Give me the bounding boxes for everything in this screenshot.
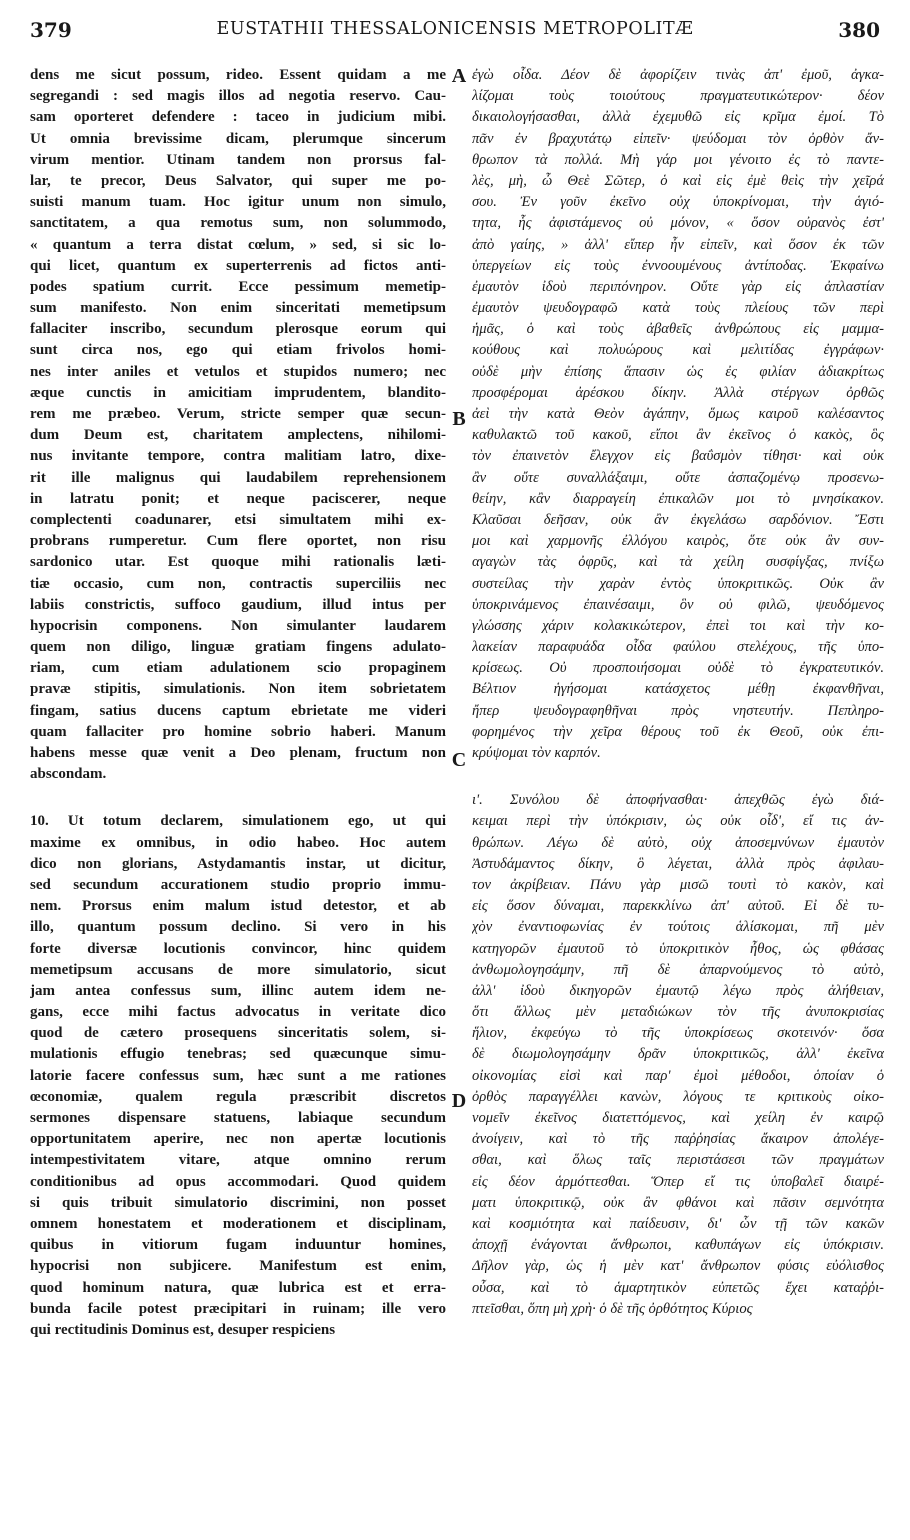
greek-text-line: οἰκονομίας εἰσὶ καὶ παρ' ἐμοὶ μέθοδοι, ὁποίαν ὁ	[472, 1067, 884, 1084]
greek-text-line: κρίσεως. Οὐ προσποιήσομαι οὐδὲ τὸ ἐγκρατευτικόν.	[472, 660, 884, 677]
latin-text-line: nem. Prorsus enim malum istud detestor, et ab	[30, 898, 446, 915]
greek-text-line: θρώπων. Λέγω δὲ αὐτὸ, οὐχ ἀποσεμνύνων ἐμαυτὸν	[472, 834, 884, 851]
latin-text-line: segregandi : sed magis illos ad negotia reservo. Cau-	[30, 88, 446, 105]
latin-text-line: complectenti coadunarer, etsi simultatem mihi ex-	[30, 511, 446, 528]
greek-text-line: θείην, κἂν διαρραγείη ἐπικαλῶν μοι τὸ μνησίκακον.	[472, 490, 884, 507]
latin-text-line: lar, te precor, Deus Salvator, qui super me po-	[30, 172, 446, 189]
latin-text-line: quod de cætero prosequens sinceritatis solem, si-	[30, 1025, 446, 1042]
latin-text-line: sunt circa nos, ego qui etiam frivolos homi-	[30, 342, 446, 359]
greek-text-line: οὖσα, καὶ τὸ ἁμαρτητικὸν εὐπετῶς ἔχει καταῤῥι-	[472, 1279, 884, 1296]
greek-text-line: μοι καὶ χαρμονῆς ἐλλόγου καιρὸς, ὅτε οὐκ ἂν συν-	[472, 533, 884, 550]
latin-text-line: fingam, satius ducens captum ebrietate me videri	[30, 702, 446, 719]
latin-text-line: latorie facere confessus sum, hæc sunt a me rationes	[30, 1067, 446, 1084]
latin-text-line: rit ille malignus qui laudabilem reprehensionem	[30, 469, 446, 486]
greek-text-line: φορημένος τὴν χεῖρα θέρους τοῦ ἐκ Θεοῦ, οὐκ ἐπι-	[472, 723, 884, 740]
greek-text-line: Κλαῦσαι δεῆσαν, οὐκ ἂν ἐκγελάσω σαρδόνιον. Ἔστι	[472, 511, 884, 528]
latin-text-line: dum Deum est, charitatem amplectens, nihilomi-	[30, 427, 446, 444]
greek-text-line: συστείλας τὴν χαρὰν ἐντὸς ὑποκριτικῶς. Οὐκ ἂν	[472, 575, 884, 592]
greek-text-line: λακείαν παραφυάδα οἶδα φαύλου στελέχους, τῆς ὑπο-	[472, 639, 884, 656]
greek-text-line: ι'. Συνόλου δὲ ἀποφήνασθαι· ἀπεχθῶς ἐγὼ διά-	[472, 792, 884, 809]
greek-text-line: εἰς δέον ἁρμόττεσθαι. Ὅπερ εἴ τις ὑποβαλεῖ διαιρέ-	[472, 1173, 884, 1190]
latin-text-line: qui rectitudinis Dominus est, desuper respiciens	[30, 1321, 336, 1338]
latin-text-line: podes spatium currit. Ecce pessimum memetip-	[30, 278, 446, 295]
latin-text-line: nes inter aniles et vetulos et stupidos numero; nec	[30, 363, 446, 380]
latin-column	[30, 65, 446, 1341]
latin-text-line: 10. Ut totum declarem, simulationem ego, ut qui	[30, 813, 446, 830]
greek-text-line: ἀεὶ τὴν κατὰ Θεὸν ἀγάπην, ὅμως καιροῦ καλέσαντος	[472, 406, 884, 422]
latin-text-line: opportunitatem aperire, nec non apertæ locutionis	[30, 1131, 446, 1148]
page-number-left: 379	[30, 18, 72, 42]
latin-text-line: tiæ occasio, cum non, contractis superciliis nec	[30, 575, 446, 592]
greek-text-line: ὑποκρινάμενος ἐπαινέσαιμι, ὃν οὐ φιλῶ, ψευδόμενος	[472, 596, 884, 613]
greek-text-line: λίζομαι τοὺς τοιούτους πραγματευτικώτερον· δέον	[472, 88, 884, 105]
greek-text-line: ἐμαυτὸν ἰδοὺ περιπόνηρον. Οὔτε γὰρ εἰς ἀπλαστίαν	[472, 278, 884, 295]
latin-text-line: « quantum a terra distat cœlum, » sed, si sic lo-	[30, 236, 446, 253]
latin-text-line: labiis constrictis, suffoco gaudium, illud intus per	[30, 596, 446, 613]
greek-text-line: Δῆλον γὰρ, ὡς ἡ μὲν κατ' ἄνθρωπον φύσις εὐόλισθος	[472, 1258, 884, 1275]
greek-text-line: δὲ διωμολογησάμην δρᾶν ὑποκριτικῶς, ἀλλ' ἐκεῖνα	[472, 1046, 884, 1063]
paragraph-gap	[472, 764, 884, 790]
greek-text-line: θρωπον τὰ πολλά. Μὴ γάρ μοι γένοιτο ἐς τὸ παντε-	[472, 151, 884, 168]
greek-text-line: ὅτι ἄλλως μὲν μεταδιώκων τὸν τῆς ἀνυποκρισίας	[472, 1004, 884, 1021]
latin-text-line: quem non diligo, linguæ gratiam fingens adulato-	[30, 639, 446, 656]
greek-text-line: τητα, ἧς ἀφιστάμενος οὐ μόνον, « ὅσον οὐρανὸς ἐστ'	[472, 215, 884, 232]
greek-text-line: γλώσσης χάριν κολακικώτερον, ἐπεὶ τοι καὶ τὴν κο-	[472, 617, 884, 634]
greek-text-line: οὐδὲ μὴν ἐπίσης ἅπασιν ὡς ἐς φιλίαν ἀδιακρίτως	[472, 363, 884, 380]
latin-text-line: pravæ stipitis, simulationis. Non item sobrietatem	[30, 681, 446, 698]
greek-text-line: λὲς, μὴ, ὦ Θεὲ Σῶτερ, ὁ καὶ εἰς ἐμὲ θεὶς τὴν χεῖρά	[472, 172, 884, 189]
greek-text-line: ἀποχῇ ἐνάγονται ἄνθρωποι, καθυπάγων εἰς ὑπόκρισιν.	[472, 1237, 884, 1254]
greek-text-line: ὑπεργείων εἰς τοὺς ἐννοουμένους ἀντίποδας. Ἐκφαίνω	[472, 257, 884, 274]
latin-text-line: sum manifesto. Non enim sinceritati memetipsum	[30, 300, 446, 317]
greek-text-line: νομεῖν ἐκεῖνος διατεττόμενος, καὶ χείλη ἐν καιρῷ	[472, 1110, 884, 1126]
latin-text-line: habens messe quæ venit a Deo plenam, fructum non	[30, 745, 446, 761]
latin-text-line: in latratu ponit; et neque paciscerer, neque	[30, 490, 446, 507]
greek-text-line: ἤπερ ψευδογραφηθῆναι πρὸς νηστευτήν. Πεπληρο-	[472, 702, 884, 719]
latin-text-line: nus invitante tempore, contra malitiam latro, dixe-	[30, 448, 446, 465]
greek-text-line: ἐγὼ οἶδα. Δέον δὲ ἀφορίζειν τινὰς ἀπ' ἐμοῦ, ἀγκα-	[472, 67, 884, 83]
greek-text-line: ἀνθωμολογησάμην, πῆ δὲ ἀπαρνούμενος τὸ αὐτὸ,	[472, 961, 884, 978]
greek-text-line: ἀλλ' ἰδοὺ δικηγορῶν ἐμαυτῷ λέγω πρὸς ἀλήθειαν,	[472, 982, 884, 999]
latin-text-line: gans, ecce mihi factus advocatus in veritate dico	[30, 1004, 446, 1021]
latin-text-line: sermones dispensare statuens, labiaque secundum	[30, 1110, 446, 1126]
greek-text-line: σου. Ἐν γοῦν ἐκεῖνο οὐχ ὑποκρίνομαι, τὴν ἁγιό-	[472, 194, 884, 211]
greek-text-line: καθυλακτῶ τοῦ κακοῦ, εἴποι ἂν ἐκεῖνος ὁ κακὸς, ὃς	[472, 427, 884, 444]
latin-text-line: rem me præbeo. Verum, stricte semper quæ secun-	[30, 406, 446, 422]
greek-text-line: χὸν ἐναντιοφωνίας ἐν τούτοις ἁλίσκομαι, πῆ μὲν	[472, 919, 884, 936]
latin-text-line: memetipsum accusans de more simulatorio, sicut	[30, 961, 446, 978]
greek-text-line: αγαγὼν τὰς ὀφρῦς, καὶ τὰ χείλη συσφίγξας, πνίξω	[472, 554, 884, 571]
latin-text-line: probrans rumperetur. Cum flere oportet, non risu	[30, 533, 446, 550]
latin-text-line: œconomiæ, qualem regula præscribit discretos	[30, 1088, 446, 1105]
latin-text-line: virum mentior. Utinam tandem non prorsus fal-	[30, 151, 446, 168]
margin-letter-b: B	[452, 408, 466, 430]
greek-text-line: ἥλιον, ἐκφεύγω τὸ τῆς ὑποκρίσεως σκοτεινόν· ὅσα	[472, 1025, 884, 1042]
greek-text-line: τὸν ἐπαινετὸν ἔλεγχον εἰς βαΰσμὸν τίθησι· καὶ οὐκ	[472, 448, 884, 465]
greek-text-line: δικαιολογήσασθαι, ἀλλὰ ἐχεμυθῶ εἰς κρῖμα ἐμοί. Τὸ	[472, 109, 884, 126]
latin-text-line: quod hominum natura, quæ lubrica est et erra-	[30, 1279, 446, 1296]
latin-text-line: sanctitatem, a qua remotus sum, non solummodo,	[30, 215, 446, 232]
greek-text-line: ἡμᾶς, ὁ καὶ τοὺς ἀβαθεῖς ἀνθρώπους εἰς μαμμα-	[472, 321, 884, 338]
page-number-right: 380	[838, 18, 880, 42]
greek-text-line: προσφέρομαι ἀρέσκου δίκην. Ἀλλὰ στέργων ὀρθῶς	[472, 384, 884, 401]
latin-text-line: bunda facile potest præcipitari in ruinam; ille vero	[30, 1300, 446, 1317]
greek-column	[472, 65, 884, 1320]
latin-text-line: æque cunctis in amicitiam imprudentem, blandito-	[30, 384, 446, 401]
greek-text-line: Ἀστυδάμαντος δίκην, ὃ λέγεται, ἀλλὰ πρὸς ἀφιλαυ-	[472, 855, 884, 872]
greek-text-line: κούθους καὶ πολυώρους καὶ μελιτίδας ἐγγράφων·	[472, 342, 884, 359]
latin-text-line: hypocrisi non subjicere. Manifestum est enim,	[30, 1258, 446, 1275]
greek-text-line: ἀπὸ γαίης, » ἀλλ' εἴπερ ἦν εἰπεῖν, καὶ ὅσον ἐκ τῶν	[472, 236, 884, 253]
latin-text-line: illo, quantum possum declino. Si vero in his	[30, 919, 446, 936]
greek-text-line: ἐμαυτὸν ψευδογραφῶ κατὰ τοὺς πλείους τῶν περὶ	[472, 300, 884, 317]
paragraph-gap	[30, 785, 446, 811]
latin-text-line: mulationis effugio tenebras; sed quæcunque simu-	[30, 1046, 446, 1063]
greek-text-line: ματι ὑποκριτικῷ, οὐκ ἂν φθάνοι καὶ πᾶσιν σεμνότητα	[472, 1194, 884, 1211]
latin-text-line: sed secundum accurationem studio proprio immu-	[30, 876, 446, 893]
latin-text-line: jam antea confessus sum, illinc autem idem ne-	[30, 982, 446, 999]
greek-text-line: τον ἀκρίβειαν. Πάνυ γὰρ μισῶ τουτὶ τὸ κακὸν, καὶ	[472, 876, 884, 893]
latin-text-line: Ut omnia brevissime dicam, plerumque sincerum	[30, 130, 446, 147]
latin-text-line: sam oporteret defendere : taceo in judicium mibi.	[30, 109, 446, 126]
latin-text-line: hypocrisin componens. Non simulanter laudarem	[30, 617, 446, 634]
margin-letter-d: D	[451, 1090, 467, 1112]
greek-text-line: Βέλτιον ἡγήσομαι κατάσχετος μέθῃ ἐκφανθῆναι,	[472, 681, 884, 698]
latin-text-line: dico non glorians, Astydamantis instar, ut dicitur,	[30, 855, 446, 872]
greek-text-line: εἰς ὅσον δύναμαι, παρεκκλίνω ἀπ' αὐτοῦ. Εἰ δὲ τυ-	[472, 898, 884, 915]
greek-text-line: καὶ κοσμιότητα καὶ παίδευσιν, δι' ὧν τῇ τῶν κακῶν	[472, 1215, 884, 1232]
margin-letter-c: C	[451, 749, 467, 771]
greek-text-line: ὀρθὸς παραγγέλλει κανὼν, λόγους τε κριτικοὺς οἰκο-	[472, 1088, 884, 1105]
greek-text-line: σθαι, καὶ ὅλως ταῖς περιστάσεσι τῶν πραγμάτων	[472, 1152, 884, 1169]
latin-text-line: conditionibus ad opus accommodari. Quod quidem	[30, 1173, 446, 1190]
greek-text-line: κατηγορῶν ἐμαυτοῦ τὸ ὑποκριτικὸν ἦθος, ὡς φθάσας	[472, 940, 884, 957]
greek-text-line: ἂν οὔτε συναλλάξαιμι, οὔτε ἀσπαζομένῳ προσενω-	[472, 469, 884, 486]
greek-text-line: κειμαι περὶ τὴν ὑπόκρισιν, ὡς οὐκ οἶδ', εἴ τις ἀν-	[472, 813, 884, 830]
latin-text-line: dens me sicut possum, rideo. Essent quidam a me	[30, 67, 446, 83]
latin-text-line: riam, cum etiam adulationem scio propaginem	[30, 660, 446, 677]
latin-text-line: quam fallaciter pro homine sobrio haberi. Manum	[30, 723, 446, 740]
latin-text-line: fallaciter inscribo, secundum plerosque eorum qui	[30, 321, 446, 338]
greek-text-line: ἀνοίγειν, καὶ τὸ τῆς παῤῥησίας ἄκαιρον ἀπολέγε-	[472, 1131, 884, 1148]
latin-text-line: si quis tribuit simulatorio discrimini, non posset	[30, 1194, 446, 1211]
page-header	[24, 16, 886, 42]
latin-text-line: abscondam.	[30, 766, 107, 783]
latin-text-line: qui licet, quantum ex superterrenis ad fictos anti-	[30, 257, 446, 274]
greek-text-line: πᾶν ἐν βραχυτάτῳ εἰπεῖν· ψεύδομαι τὸν ὀρθὸν ἄν-	[472, 130, 884, 147]
latin-text-line: intempestivitatem vitare, atque omnino rerum	[30, 1152, 446, 1169]
latin-text-line: omnem honestatem et moderationem et disciplinam,	[30, 1215, 446, 1232]
latin-text-line: sardonico utar. Est quoque mihi rationalis læti-	[30, 554, 446, 571]
latin-text-line: maxime ex omnibus, in odio habeo. Hoc autem	[30, 834, 446, 851]
latin-text-line: forte diversæ locutionis convincor, hinc quidem	[30, 940, 446, 957]
running-head: EUSTATHII THESSALONICENSIS METROPOLITÆ	[216, 19, 694, 39]
greek-text-line: κρύψομαι τὸν καρπόν.	[472, 745, 601, 761]
latin-text-line: quibus in vitiorum fugam induuntur homines,	[30, 1237, 446, 1254]
greek-text-line: πτεῖσθαι, ὅπη μὴ χρὴ· ὁ δὲ τῆς ὀρθότητος Κύριος	[472, 1300, 753, 1317]
latin-text-line: suisti manum tuam. Hoc igitur unum non simulo,	[30, 194, 446, 211]
margin-letter-a: A	[451, 65, 467, 87]
